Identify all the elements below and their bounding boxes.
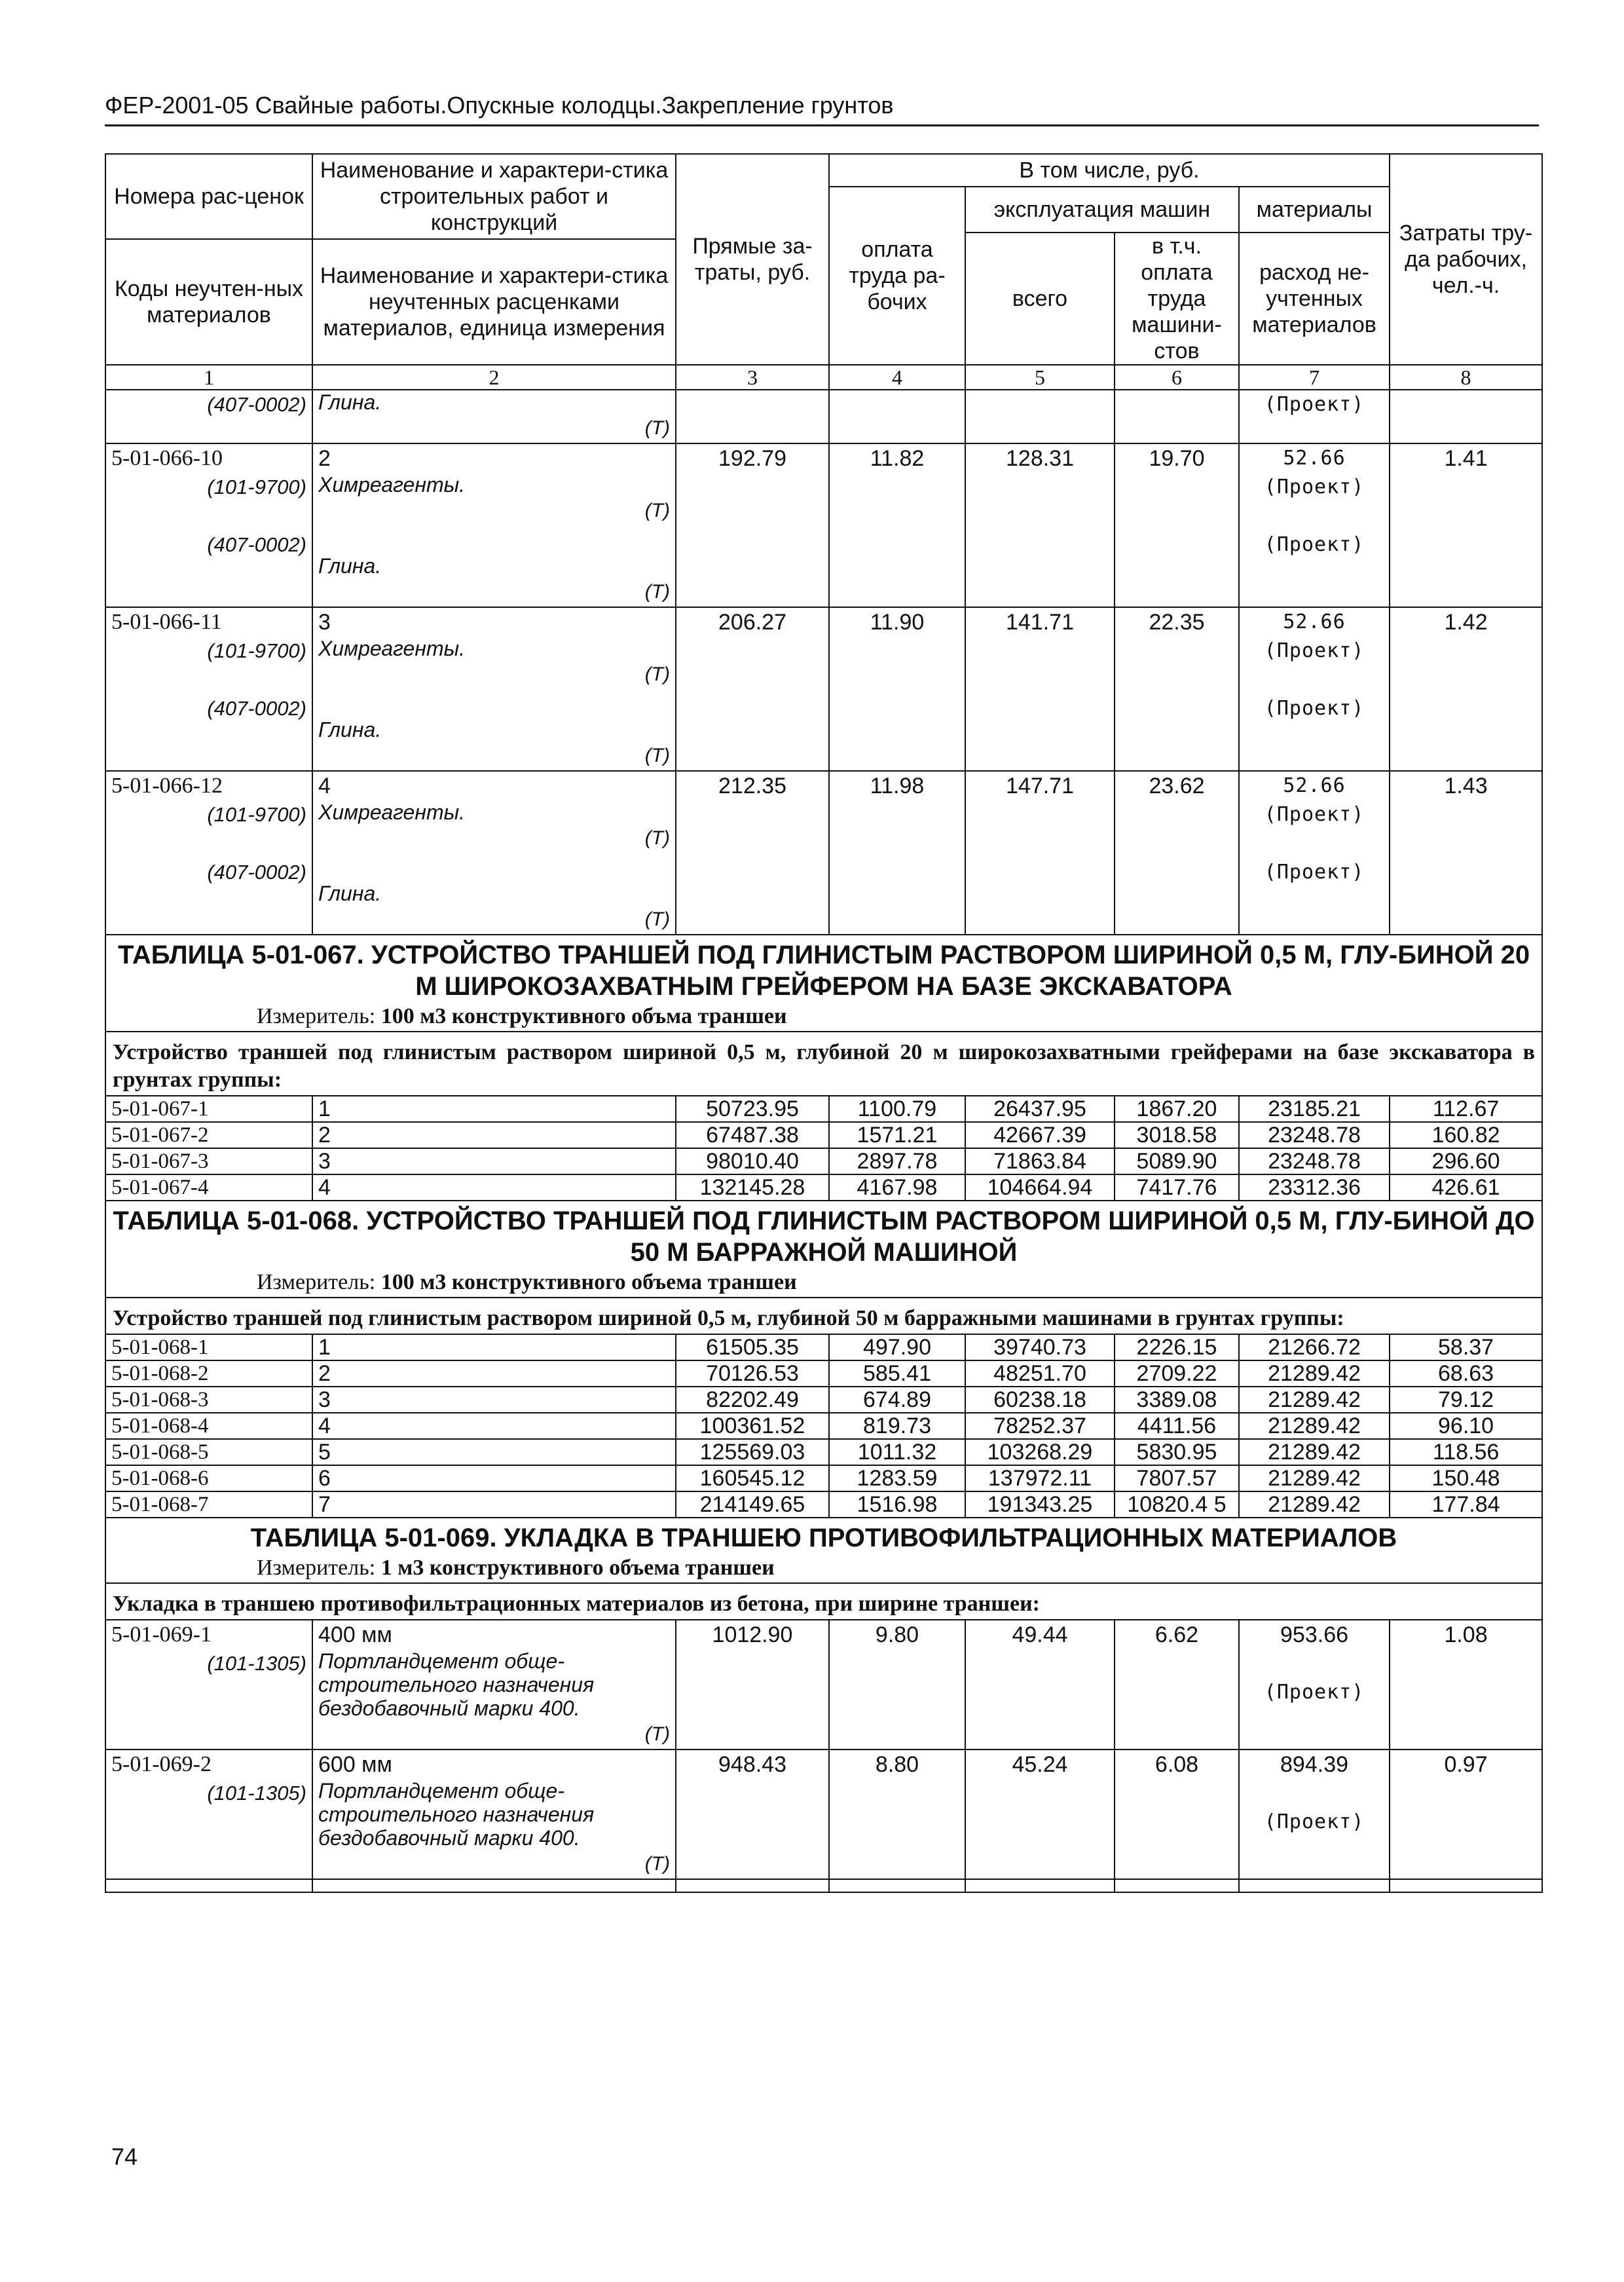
project-mark: (Проект)	[1264, 697, 1365, 720]
value-machinist: 10820.4 5	[1115, 1491, 1239, 1518]
colnum-4: 4	[829, 365, 965, 390]
rate-name: 2	[312, 1122, 676, 1148]
value-hours: 1.41	[1390, 443, 1542, 607]
colnum-2: 2	[312, 365, 676, 390]
measure-cell	[105, 1002, 1542, 1032]
value-machine: 60238.18	[965, 1387, 1115, 1413]
unit-mark: (Т)	[644, 581, 670, 603]
table-title: ТАБЛИЦА 5-01-069. УКЛАДКА В ТРАНШЕЮ ПРОТИВОФИЛЬТРАЦИОННЫХ МАТЕРИАЛОВ	[105, 1518, 1542, 1554]
value-machinist: 22.35	[1115, 607, 1239, 771]
rate-code-cell	[105, 390, 312, 443]
header-unaccounted-materials: расход не-учтенных материалов	[1239, 233, 1390, 365]
value-direct: 214149.65	[676, 1491, 829, 1518]
project-mark: (Проект)	[1264, 533, 1365, 556]
table-row	[105, 1334, 1542, 1360]
measure-value: 1 м3 конструктивного объема траншеи	[380, 1556, 775, 1580]
rate-row	[105, 443, 1542, 607]
materials-value: 894.39	[1280, 1752, 1349, 1777]
value-materials: 23185.21	[1239, 1096, 1390, 1122]
header-rate-numbers: Номера рас-ценок	[105, 154, 312, 239]
value-machine: 71863.84	[965, 1148, 1115, 1174]
empty-cell	[965, 1879, 1115, 1892]
table-row	[105, 1387, 1542, 1413]
value-hours: 150.48	[1390, 1465, 1542, 1491]
rate-name: 4	[312, 1413, 676, 1439]
rate-row	[105, 771, 1542, 935]
value-materials: 21266.72	[1239, 1334, 1390, 1360]
project-mark: (Проект)	[1264, 393, 1365, 416]
header-including: В том числе, руб.	[829, 154, 1390, 187]
materials-cell	[1239, 1749, 1390, 1879]
rate-name: 4	[318, 774, 331, 798]
value-materials: 23248.78	[1239, 1122, 1390, 1148]
value-direct: 98010.40	[676, 1148, 829, 1174]
value-hours: 68.63	[1390, 1360, 1542, 1387]
unit-mark: (Т)	[644, 417, 670, 439]
value-direct: 948.43	[676, 1749, 829, 1879]
value-labor: 497.90	[829, 1334, 965, 1360]
materials-value: 52.66	[1283, 774, 1346, 797]
value-direct: 160545.12	[676, 1465, 829, 1491]
project-mark: (Проект)	[1264, 861, 1365, 884]
section-heading: Укладка в траншею противофильтрационных материалов из бетона, при ширине траншеи:	[105, 1583, 1542, 1620]
header-work-name: Наименование и характери-стика строительных работ и конструкций	[312, 154, 676, 239]
table-title-row	[105, 935, 1542, 1002]
value-materials: 21289.42	[1239, 1439, 1390, 1465]
rate-code: 5-01-067-1	[105, 1096, 312, 1122]
unit-mark: (Т)	[644, 745, 670, 766]
table-row	[105, 1491, 1542, 1518]
table-end-row	[105, 1879, 1542, 1892]
value-machinist: 5830.95	[1115, 1439, 1239, 1465]
value-machine: 26437.95	[965, 1096, 1115, 1122]
rate-code: 5-01-068-5	[105, 1439, 312, 1465]
rate-name: 3	[318, 610, 331, 635]
material-code: (101-1305)	[207, 1782, 306, 1805]
materials-cell	[1239, 390, 1390, 443]
value-hours: 1.43	[1390, 771, 1542, 935]
empty-cell	[676, 1879, 829, 1892]
header-labor-hours: Затраты тру-да рабочих, чел.-ч.	[1390, 154, 1542, 365]
value-direct: 100361.52	[676, 1413, 829, 1439]
value-hours	[1390, 390, 1542, 443]
value-machine: 147.71	[965, 771, 1115, 935]
value-machinist: 6.62	[1115, 1620, 1239, 1749]
value-machinist: 2226.15	[1115, 1334, 1239, 1360]
material-name: Химреагенты.	[318, 637, 466, 660]
value-machine: 78252.37	[965, 1413, 1115, 1439]
value-machinist: 5089.90	[1115, 1148, 1239, 1174]
rate-code: 5-01-069-1	[111, 1622, 212, 1647]
rate-name-cell	[312, 443, 676, 607]
table-row	[105, 1439, 1542, 1465]
table-row	[105, 1465, 1542, 1491]
unit-mark: (Т)	[644, 1723, 670, 1745]
rate-name: 1	[312, 1096, 676, 1122]
value-direct	[676, 390, 829, 443]
value-machine: 128.31	[965, 443, 1115, 607]
value-labor: 1571.21	[829, 1122, 965, 1148]
measure-row	[105, 1554, 1542, 1583]
value-labor: 8.80	[829, 1749, 965, 1879]
value-direct: 1012.90	[676, 1620, 829, 1749]
value-machinist: 1867.20	[1115, 1096, 1239, 1122]
header-row-1	[105, 154, 1542, 187]
value-materials: 21289.42	[1239, 1465, 1390, 1491]
value-hours: 58.37	[1390, 1334, 1542, 1360]
value-labor: 11.90	[829, 607, 965, 771]
rates-table	[105, 153, 1543, 1893]
rate-code: 5-01-068-7	[105, 1491, 312, 1518]
table-title-row	[105, 1201, 1542, 1268]
colnum-3: 3	[676, 365, 829, 390]
value-hours: 296.60	[1390, 1148, 1542, 1174]
rate-code: 5-01-066-11	[111, 610, 222, 634]
rate-row	[105, 1749, 1542, 1879]
colnum-6: 6	[1115, 365, 1239, 390]
rate-row	[105, 390, 1542, 443]
rate-name: 3	[312, 1387, 676, 1413]
value-direct: 61505.35	[676, 1334, 829, 1360]
value-labor: 1516.98	[829, 1491, 965, 1518]
material-name: Глина.	[318, 882, 382, 905]
measure-value: 100 м3 конструктивного объма траншеи	[380, 1004, 787, 1028]
header-material-name: Наименование и характери-стика неучтенных расценками материалов, единица измерения	[312, 239, 676, 365]
table-row	[105, 1122, 1542, 1148]
value-hours: 160.82	[1390, 1122, 1542, 1148]
rate-code-cell	[105, 1749, 312, 1879]
rate-code: 5-01-068-3	[105, 1387, 312, 1413]
measure-value: 100 м3 конструктивного объема траншеи	[380, 1270, 797, 1294]
rate-name-cell	[312, 1749, 676, 1879]
value-direct: 192.79	[676, 443, 829, 607]
header-material-codes: Коды неучтен-ных материалов	[105, 239, 312, 365]
value-direct: 82202.49	[676, 1387, 829, 1413]
empty-cell	[1390, 1879, 1542, 1892]
table-row	[105, 1413, 1542, 1439]
value-labor: 4167.98	[829, 1174, 965, 1201]
rate-name: 7	[312, 1491, 676, 1518]
rate-name-cell	[312, 390, 676, 443]
rate-name-cell	[312, 607, 676, 771]
section-row	[105, 1583, 1542, 1620]
table-row	[105, 1096, 1542, 1122]
rate-code: 5-01-068-2	[105, 1360, 312, 1387]
project-mark: (Проект)	[1264, 803, 1365, 826]
rate-code: 5-01-069-2	[111, 1752, 212, 1776]
measure-cell	[105, 1554, 1542, 1583]
material-name: Химреагенты.	[318, 800, 466, 824]
measure-label: Измеритель:	[257, 1270, 376, 1294]
value-labor: 1100.79	[829, 1096, 965, 1122]
table-title-row	[105, 1518, 1542, 1554]
rate-code: 5-01-067-3	[105, 1148, 312, 1174]
rate-name: 4	[312, 1174, 676, 1201]
table-row	[105, 1360, 1542, 1387]
header-labor-pay: оплата труда ра-бочих	[829, 187, 965, 365]
unit-mark: (Т)	[644, 827, 670, 849]
material-code: (101-9700)	[207, 639, 306, 662]
value-machine: 103268.29	[965, 1439, 1115, 1465]
value-machinist: 19.70	[1115, 443, 1239, 607]
colnum-8: 8	[1390, 365, 1542, 390]
rate-name: 2	[312, 1360, 676, 1387]
value-labor: 819.73	[829, 1413, 965, 1439]
value-machinist: 2709.22	[1115, 1360, 1239, 1387]
value-materials: 21289.42	[1239, 1413, 1390, 1439]
value-labor: 674.89	[829, 1387, 965, 1413]
value-direct: 212.35	[676, 771, 829, 935]
value-machinist	[1115, 390, 1239, 443]
rate-code-cell	[105, 1620, 312, 1749]
value-materials: 21289.42	[1239, 1491, 1390, 1518]
value-hours: 0.97	[1390, 1749, 1542, 1879]
rate-code: 5-01-067-2	[105, 1122, 312, 1148]
table-title: ТАБЛИЦА 5-01-067. УСТРОЙСТВО ТРАНШЕЙ ПОД ГЛИНИСТЫМ РАСТВОРОМ ШИРИНОЙ 0,5 М, ГЛУ-БИНОЙ 20 М ШИРОКОЗАХВАТНЫМ ГРЕЙФЕРОМ НА БАЗЕ ЭКСКАВАТОРА	[105, 935, 1542, 1002]
value-direct: 70126.53	[676, 1360, 829, 1387]
value-machinist: 23.62	[1115, 771, 1239, 935]
value-labor	[829, 390, 965, 443]
value-machine	[965, 390, 1115, 443]
running-head: ФЕР-2001-05 Свайные работы.Опускные колодцы.Закрепление грунтов	[105, 92, 1539, 126]
value-labor: 11.98	[829, 771, 965, 935]
header-direct-costs: Прямые за-траты, руб.	[676, 154, 829, 365]
header-machine-total: всего	[965, 233, 1115, 365]
rate-name: 1	[312, 1334, 676, 1360]
value-machinist: 3389.08	[1115, 1387, 1239, 1413]
table-row	[105, 1148, 1542, 1174]
rate-row	[105, 607, 1542, 771]
unit-mark: (Т)	[644, 500, 670, 521]
rate-row	[105, 1620, 1542, 1749]
rate-name: 6	[312, 1465, 676, 1491]
rate-name: 600 мм	[318, 1752, 392, 1777]
value-hours: 426.61	[1390, 1174, 1542, 1201]
value-machine: 39740.73	[965, 1334, 1115, 1360]
material-code: (407-0002)	[207, 533, 306, 556]
empty-cell	[829, 1879, 965, 1892]
empty-cell	[105, 1879, 312, 1892]
value-materials: 21289.42	[1239, 1360, 1390, 1387]
material-code: (407-0002)	[207, 861, 306, 884]
rate-code: 5-01-068-1	[105, 1334, 312, 1360]
empty-cell	[1239, 1879, 1390, 1892]
value-hours: 118.56	[1390, 1439, 1542, 1465]
measure-label: Измеритель:	[257, 1004, 376, 1028]
materials-value: 52.66	[1283, 447, 1346, 470]
value-machinist: 3018.58	[1115, 1122, 1239, 1148]
project-mark: (Проект)	[1264, 476, 1365, 498]
value-machine: 49.44	[965, 1620, 1115, 1749]
value-machine: 141.71	[965, 607, 1115, 771]
value-hours: 1.42	[1390, 607, 1542, 771]
rate-code: 5-01-068-6	[105, 1465, 312, 1491]
value-machinist: 7807.57	[1115, 1465, 1239, 1491]
project-mark: (Проект)	[1264, 639, 1365, 662]
value-machine: 104664.94	[965, 1174, 1115, 1201]
table-row	[105, 1174, 1542, 1201]
value-materials: 23312.36	[1239, 1174, 1390, 1201]
value-machine: 45.24	[965, 1749, 1115, 1879]
value-hours: 112.67	[1390, 1096, 1542, 1122]
rate-code: 5-01-066-10	[111, 446, 223, 470]
materials-cell	[1239, 607, 1390, 771]
unit-mark: (Т)	[644, 1853, 670, 1875]
unit-mark: (Т)	[644, 664, 670, 685]
rate-name: 400 мм	[318, 1622, 392, 1647]
material-name: Глина.	[318, 718, 382, 741]
value-labor: 1011.32	[829, 1439, 965, 1465]
rate-name: 2	[318, 446, 331, 471]
value-labor: 11.82	[829, 443, 965, 607]
materials-cell	[1239, 771, 1390, 935]
value-hours: 1.08	[1390, 1620, 1542, 1749]
value-hours: 96.10	[1390, 1413, 1542, 1439]
section-row	[105, 1032, 1542, 1096]
value-hours: 177.84	[1390, 1491, 1542, 1518]
measure-label: Измеритель:	[257, 1556, 376, 1580]
value-materials: 21289.42	[1239, 1387, 1390, 1413]
empty-cell	[1115, 1879, 1239, 1892]
rate-code: 5-01-067-4	[105, 1174, 312, 1201]
header-machinist-pay: в т.ч. оплата труда машини-стов	[1115, 233, 1239, 365]
rate-code: 5-01-066-12	[111, 774, 223, 798]
material-name: Портландцемент обще-строительного назначения бездобавочный марки 400.	[318, 1779, 595, 1850]
rate-code: 5-01-068-4	[105, 1413, 312, 1439]
value-machine: 42667.39	[965, 1122, 1115, 1148]
material-code: (101-9700)	[207, 476, 306, 498]
rate-code-cell	[105, 443, 312, 607]
rate-code-cell	[105, 771, 312, 935]
value-machine: 48251.70	[965, 1360, 1115, 1387]
header-machine-operation: эксплуатация машин	[965, 187, 1239, 233]
material-code: (407-0002)	[207, 697, 306, 720]
material-name: Глина.	[318, 390, 382, 414]
rate-name: 3	[312, 1148, 676, 1174]
unit-mark: (Т)	[644, 908, 670, 930]
section-row	[105, 1298, 1542, 1334]
value-machinist: 6.08	[1115, 1749, 1239, 1879]
value-labor: 585.41	[829, 1360, 965, 1387]
value-labor: 2897.78	[829, 1148, 965, 1174]
value-hours: 79.12	[1390, 1387, 1542, 1413]
value-labor: 1283.59	[829, 1465, 965, 1491]
material-name: Химреагенты.	[318, 473, 466, 496]
colnum-7: 7	[1239, 365, 1390, 390]
measure-cell	[105, 1268, 1542, 1298]
materials-cell	[1239, 1620, 1390, 1749]
material-name: Портландцемент обще-строительного назначения бездобавочный марки 400.	[318, 1649, 595, 1720]
rate-code-cell	[105, 607, 312, 771]
value-machinist: 4411.56	[1115, 1413, 1239, 1439]
table-title: ТАБЛИЦА 5-01-068. УСТРОЙСТВО ТРАНШЕЙ ПОД ГЛИНИСТЫМ РАСТВОРОМ ШИРИНОЙ 0,5 М, ГЛУ-БИНОЙ ДО 50 М БАРРАЖНОЙ МАШИНОЙ	[105, 1201, 1542, 1268]
rate-name: 5	[312, 1439, 676, 1465]
material-name: Глина.	[318, 554, 382, 578]
materials-cell	[1239, 443, 1390, 607]
value-machinist: 7417.76	[1115, 1174, 1239, 1201]
colnum-5: 5	[965, 365, 1115, 390]
value-direct: 50723.95	[676, 1096, 829, 1122]
material-code: (101-1305)	[207, 1652, 306, 1675]
value-materials: 23248.78	[1239, 1148, 1390, 1174]
material-code: (101-9700)	[207, 803, 306, 826]
value-labor: 9.80	[829, 1620, 965, 1749]
value-direct: 132145.28	[676, 1174, 829, 1201]
header-materials: материалы	[1239, 187, 1390, 233]
value-direct: 125569.03	[676, 1439, 829, 1465]
material-code: (407-0002)	[207, 393, 306, 416]
rate-name-cell	[312, 771, 676, 935]
value-machine: 137972.11	[965, 1465, 1115, 1491]
page-number: 74	[111, 2143, 138, 2170]
value-direct: 67487.38	[676, 1122, 829, 1148]
colnum-1: 1	[105, 365, 312, 390]
column-numbers-row	[105, 365, 1542, 390]
project-mark: (Проект)	[1264, 1810, 1365, 1833]
measure-row	[105, 1268, 1542, 1298]
value-machine: 191343.25	[965, 1491, 1115, 1518]
rate-name-cell	[312, 1620, 676, 1749]
project-mark: (Проект)	[1264, 1681, 1365, 1704]
section-heading: Устройство траншей под глинистым раствором шириной 0,5 м, глубиной 50 м барражными машинами в грунтах группы:	[105, 1298, 1542, 1334]
empty-cell	[312, 1879, 676, 1892]
materials-value: 52.66	[1283, 610, 1346, 633]
section-heading: Устройство траншей под глинистым раствором шириной 0,5 м, глубиной 20 м широкозахватными грейферами на базе экскаватора в грунтах группы:	[105, 1032, 1542, 1096]
materials-value: 953.66	[1280, 1622, 1349, 1647]
measure-row	[105, 1002, 1542, 1032]
value-direct: 206.27	[676, 607, 829, 771]
